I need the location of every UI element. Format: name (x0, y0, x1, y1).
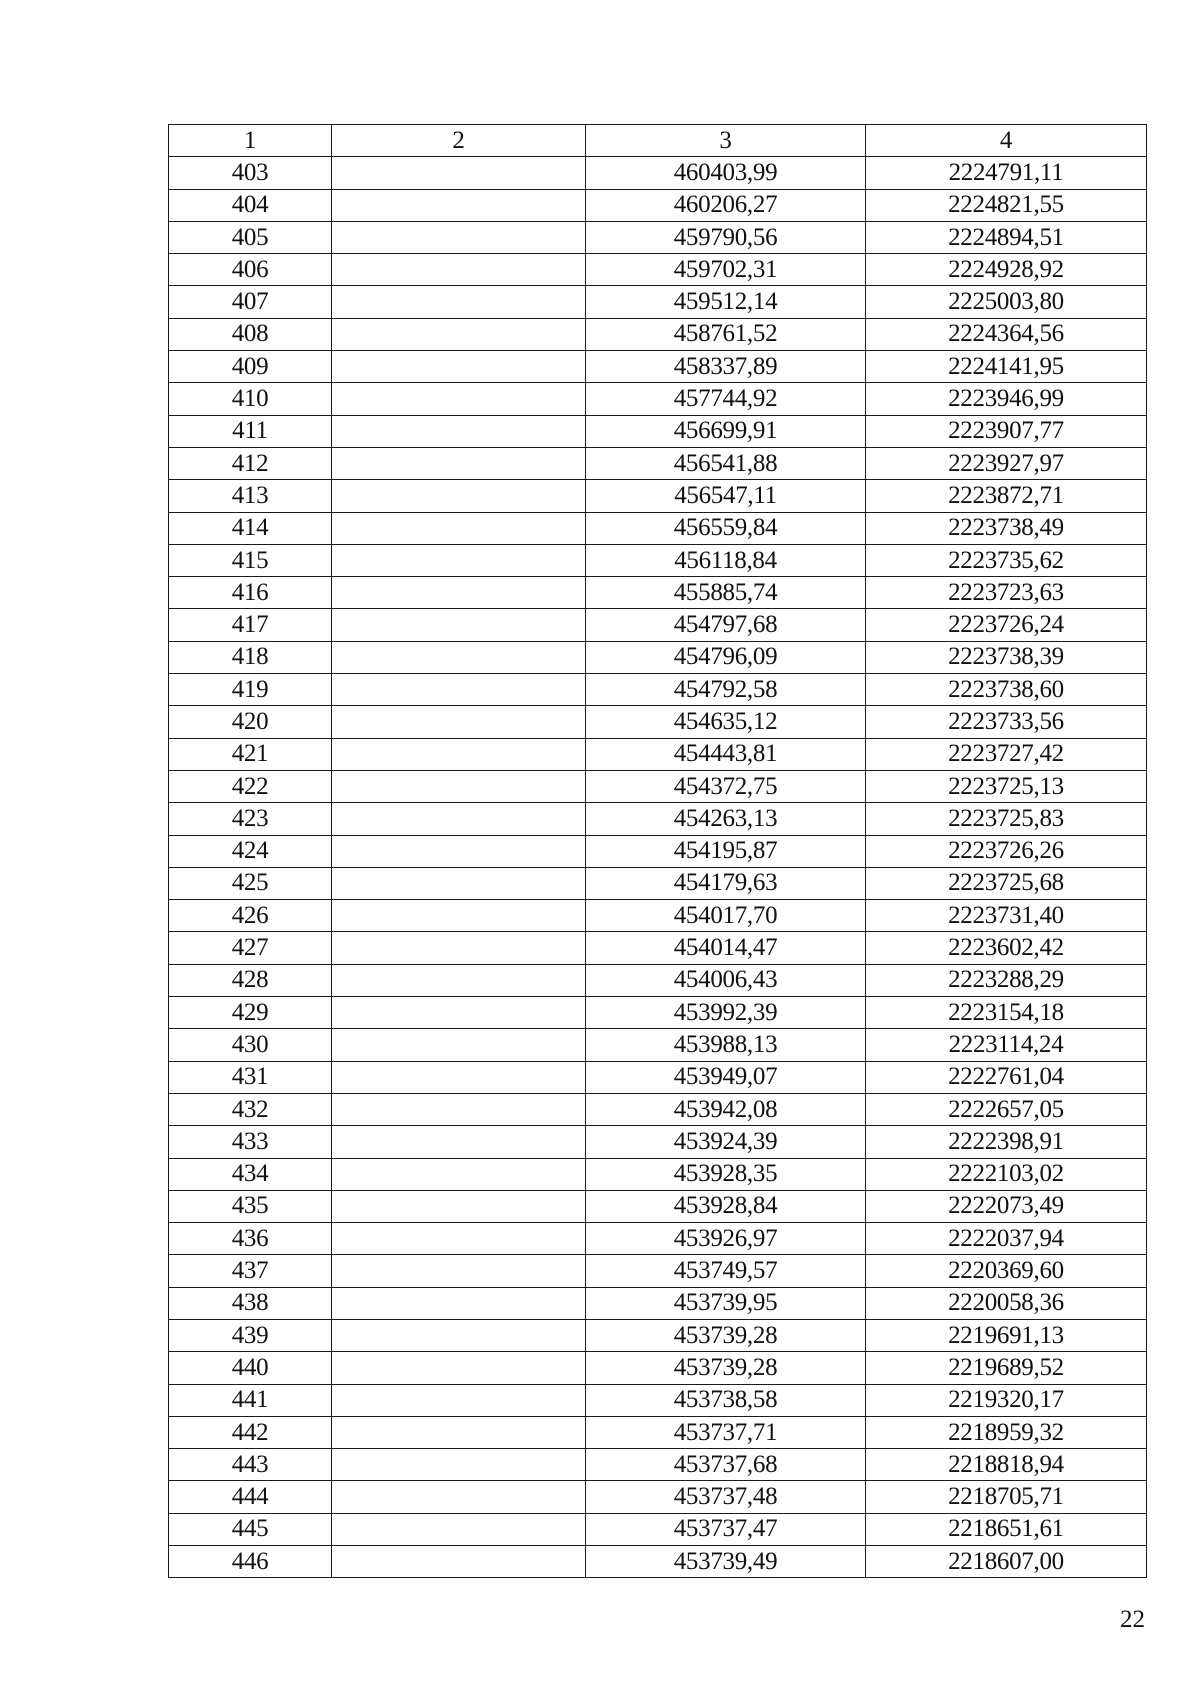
column-2-cell (332, 1416, 586, 1448)
point-number-cell: 421 (169, 738, 332, 770)
y-coordinate-cell: 2223726,24 (866, 609, 1147, 641)
column-2-cell (332, 997, 586, 1029)
x-coordinate-cell: 453737,47 (586, 1513, 866, 1545)
column-2-cell (332, 318, 586, 350)
point-number-cell: 430 (169, 1029, 332, 1061)
point-number-cell: 437 (169, 1255, 332, 1287)
point-number-cell: 417 (169, 609, 332, 641)
x-coordinate-cell: 453928,35 (586, 1158, 866, 1190)
y-coordinate-cell: 2223733,56 (866, 706, 1147, 738)
x-coordinate-cell: 459790,56 (586, 221, 866, 253)
table-row (169, 351, 1147, 383)
y-coordinate-cell: 2223907,77 (866, 415, 1147, 447)
table-row (169, 1287, 1147, 1319)
y-coordinate-cell: 2223725,68 (866, 867, 1147, 899)
point-number-cell: 427 (169, 932, 332, 964)
table-row (169, 544, 1147, 576)
table-row (169, 1255, 1147, 1287)
x-coordinate-cell: 454195,87 (586, 835, 866, 867)
x-coordinate-cell: 454179,63 (586, 867, 866, 899)
y-coordinate-cell: 2223731,40 (866, 900, 1147, 932)
x-coordinate-cell: 453949,07 (586, 1061, 866, 1093)
column-2-cell (332, 835, 586, 867)
y-coordinate-cell: 2219691,13 (866, 1319, 1147, 1351)
table-row (169, 900, 1147, 932)
point-number-cell: 444 (169, 1481, 332, 1513)
header-cell-1: 1 (169, 125, 332, 157)
x-coordinate-cell: 454796,09 (586, 641, 866, 673)
point-number-cell: 426 (169, 900, 332, 932)
coordinates-table (168, 124, 1147, 1578)
column-2-cell (332, 221, 586, 253)
point-number-cell: 422 (169, 770, 332, 802)
table-row (169, 1319, 1147, 1351)
point-number-cell: 429 (169, 997, 332, 1029)
x-coordinate-cell: 459512,14 (586, 286, 866, 318)
x-coordinate-cell: 454014,47 (586, 932, 866, 964)
point-number-cell: 407 (169, 286, 332, 318)
y-coordinate-cell: 2218959,32 (866, 1416, 1147, 1448)
table-row (169, 1029, 1147, 1061)
column-2-cell (332, 480, 586, 512)
point-number-cell: 420 (169, 706, 332, 738)
point-number-cell: 404 (169, 189, 332, 221)
x-coordinate-cell: 453737,68 (586, 1449, 866, 1481)
x-coordinate-cell: 458761,52 (586, 318, 866, 350)
y-coordinate-cell: 2223738,60 (866, 674, 1147, 706)
x-coordinate-cell: 454797,68 (586, 609, 866, 641)
y-coordinate-cell: 2223154,18 (866, 997, 1147, 1029)
y-coordinate-cell: 2223723,63 (866, 577, 1147, 609)
point-number-cell: 439 (169, 1319, 332, 1351)
x-coordinate-cell: 453924,39 (586, 1126, 866, 1158)
y-coordinate-cell: 2222037,94 (866, 1223, 1147, 1255)
y-coordinate-cell: 2223602,42 (866, 932, 1147, 964)
x-coordinate-cell: 454792,58 (586, 674, 866, 706)
table-row (169, 609, 1147, 641)
table-row (169, 1190, 1147, 1222)
x-coordinate-cell: 459702,31 (586, 254, 866, 286)
table-row (169, 1093, 1147, 1125)
column-2-cell (332, 1223, 586, 1255)
x-coordinate-cell: 460206,27 (586, 189, 866, 221)
point-number-cell: 433 (169, 1126, 332, 1158)
y-coordinate-cell: 2223288,29 (866, 964, 1147, 996)
x-coordinate-cell: 453739,28 (586, 1319, 866, 1351)
table-row (169, 1546, 1147, 1578)
y-coordinate-cell: 2224141,95 (866, 351, 1147, 383)
table-row (169, 1449, 1147, 1481)
column-2-cell (332, 964, 586, 996)
point-number-cell: 446 (169, 1546, 332, 1578)
y-coordinate-cell: 2223738,39 (866, 641, 1147, 673)
y-coordinate-cell: 2218607,00 (866, 1546, 1147, 1578)
y-coordinate-cell: 2223738,49 (866, 512, 1147, 544)
column-2-cell (332, 867, 586, 899)
y-coordinate-cell: 2223725,83 (866, 803, 1147, 835)
table-row (169, 738, 1147, 770)
column-2-cell (332, 738, 586, 770)
y-coordinate-cell: 2223872,71 (866, 480, 1147, 512)
x-coordinate-cell: 454372,75 (586, 770, 866, 802)
table-row (169, 1513, 1147, 1545)
column-2-cell (332, 577, 586, 609)
point-number-cell: 428 (169, 964, 332, 996)
x-coordinate-cell: 453737,71 (586, 1416, 866, 1448)
table-row (169, 770, 1147, 802)
y-coordinate-cell: 2218818,94 (866, 1449, 1147, 1481)
y-coordinate-cell: 2222103,02 (866, 1158, 1147, 1190)
point-number-cell: 414 (169, 512, 332, 544)
column-2-cell (332, 415, 586, 447)
y-coordinate-cell: 2219689,52 (866, 1352, 1147, 1384)
point-number-cell: 403 (169, 157, 332, 189)
x-coordinate-cell: 453926,97 (586, 1223, 866, 1255)
column-2-cell (332, 1481, 586, 1513)
table-row (169, 1061, 1147, 1093)
x-coordinate-cell: 453739,49 (586, 1546, 866, 1578)
x-coordinate-cell: 454443,81 (586, 738, 866, 770)
x-coordinate-cell: 455885,74 (586, 577, 866, 609)
column-2-cell (332, 674, 586, 706)
table-row (169, 318, 1147, 350)
column-2-cell (332, 1255, 586, 1287)
point-number-cell: 424 (169, 835, 332, 867)
table-row (169, 189, 1147, 221)
table-row (169, 1384, 1147, 1416)
table-row (169, 415, 1147, 447)
column-2-cell (332, 544, 586, 576)
column-2-cell (332, 609, 586, 641)
column-2-cell (332, 189, 586, 221)
column-2-cell (332, 803, 586, 835)
x-coordinate-cell: 453942,08 (586, 1093, 866, 1125)
y-coordinate-cell: 2222073,49 (866, 1190, 1147, 1222)
x-coordinate-cell: 456118,84 (586, 544, 866, 576)
y-coordinate-cell: 2225003,80 (866, 286, 1147, 318)
point-number-cell: 425 (169, 867, 332, 899)
x-coordinate-cell: 453739,28 (586, 1352, 866, 1384)
table-row (169, 1352, 1147, 1384)
table-row (169, 674, 1147, 706)
y-coordinate-cell: 2224928,92 (866, 254, 1147, 286)
point-number-cell: 410 (169, 383, 332, 415)
column-2-cell (332, 1126, 586, 1158)
y-coordinate-cell: 2223725,13 (866, 770, 1147, 802)
x-coordinate-cell: 453737,48 (586, 1481, 866, 1513)
point-number-cell: 443 (169, 1449, 332, 1481)
table-row (169, 157, 1147, 189)
column-2-cell (332, 932, 586, 964)
table-header-row (169, 125, 1147, 157)
page-number: 22 (1120, 1606, 1145, 1633)
point-number-cell: 434 (169, 1158, 332, 1190)
table-row (169, 1416, 1147, 1448)
y-coordinate-cell: 2218705,71 (866, 1481, 1147, 1513)
point-number-cell: 405 (169, 221, 332, 253)
point-number-cell: 409 (169, 351, 332, 383)
y-coordinate-cell: 2224791,11 (866, 157, 1147, 189)
column-2-cell (332, 1287, 586, 1319)
column-2-cell (332, 286, 586, 318)
column-2-cell (332, 641, 586, 673)
table-row (169, 383, 1147, 415)
coordinates-table-body (169, 125, 1147, 1578)
point-number-cell: 413 (169, 480, 332, 512)
point-number-cell: 438 (169, 1287, 332, 1319)
x-coordinate-cell: 454635,12 (586, 706, 866, 738)
table-row (169, 835, 1147, 867)
column-2-cell (332, 1029, 586, 1061)
x-coordinate-cell: 454006,43 (586, 964, 866, 996)
y-coordinate-cell: 2224894,51 (866, 221, 1147, 253)
x-coordinate-cell: 453739,95 (586, 1287, 866, 1319)
y-coordinate-cell: 2224364,56 (866, 318, 1147, 350)
y-coordinate-cell: 2218651,61 (866, 1513, 1147, 1545)
column-2-cell (332, 1158, 586, 1190)
table-row (169, 932, 1147, 964)
column-2-cell (332, 1449, 586, 1481)
x-coordinate-cell: 453928,84 (586, 1190, 866, 1222)
x-coordinate-cell: 456559,84 (586, 512, 866, 544)
point-number-cell: 412 (169, 447, 332, 479)
y-coordinate-cell: 2223927,97 (866, 447, 1147, 479)
table-row (169, 480, 1147, 512)
x-coordinate-cell: 456547,11 (586, 480, 866, 512)
point-number-cell: 415 (169, 544, 332, 576)
table-row (169, 997, 1147, 1029)
table-row (169, 803, 1147, 835)
y-coordinate-cell: 2223727,42 (866, 738, 1147, 770)
point-number-cell: 411 (169, 415, 332, 447)
point-number-cell: 441 (169, 1384, 332, 1416)
x-coordinate-cell: 454263,13 (586, 803, 866, 835)
table-row (169, 1126, 1147, 1158)
x-coordinate-cell: 453738,58 (586, 1384, 866, 1416)
point-number-cell: 436 (169, 1223, 332, 1255)
table-row (169, 1158, 1147, 1190)
column-2-cell (332, 383, 586, 415)
x-coordinate-cell: 456699,91 (586, 415, 866, 447)
column-2-cell (332, 1352, 586, 1384)
x-coordinate-cell: 454017,70 (586, 900, 866, 932)
column-2-cell (332, 512, 586, 544)
column-2-cell (332, 157, 586, 189)
column-2-cell (332, 1061, 586, 1093)
column-2-cell (332, 1513, 586, 1545)
table-row (169, 254, 1147, 286)
y-coordinate-cell: 2222657,05 (866, 1093, 1147, 1125)
table-row (169, 447, 1147, 479)
y-coordinate-cell: 2219320,17 (866, 1384, 1147, 1416)
table-row (169, 1223, 1147, 1255)
point-number-cell: 406 (169, 254, 332, 286)
point-number-cell: 418 (169, 641, 332, 673)
column-2-cell (332, 254, 586, 286)
y-coordinate-cell: 2223735,62 (866, 544, 1147, 576)
table-row (169, 1481, 1147, 1513)
point-number-cell: 442 (169, 1416, 332, 1448)
point-number-cell: 440 (169, 1352, 332, 1384)
header-cell-4: 4 (866, 125, 1147, 157)
table-row (169, 964, 1147, 996)
header-cell-2: 2 (332, 125, 586, 157)
column-2-cell (332, 1319, 586, 1351)
table-row (169, 577, 1147, 609)
y-coordinate-cell: 2223946,99 (866, 383, 1147, 415)
y-coordinate-cell: 2223726,26 (866, 835, 1147, 867)
x-coordinate-cell: 453749,57 (586, 1255, 866, 1287)
column-2-cell (332, 1546, 586, 1578)
point-number-cell: 431 (169, 1061, 332, 1093)
x-coordinate-cell: 460403,99 (586, 157, 866, 189)
column-2-cell (332, 900, 586, 932)
point-number-cell: 445 (169, 1513, 332, 1545)
column-2-cell (332, 770, 586, 802)
y-coordinate-cell: 2222761,04 (866, 1061, 1147, 1093)
column-2-cell (332, 1384, 586, 1416)
point-number-cell: 435 (169, 1190, 332, 1222)
y-coordinate-cell: 2222398,91 (866, 1126, 1147, 1158)
y-coordinate-cell: 2220369,60 (866, 1255, 1147, 1287)
x-coordinate-cell: 457744,92 (586, 383, 866, 415)
column-2-cell (332, 447, 586, 479)
point-number-cell: 432 (169, 1093, 332, 1125)
point-number-cell: 423 (169, 803, 332, 835)
y-coordinate-cell: 2223114,24 (866, 1029, 1147, 1061)
column-2-cell (332, 706, 586, 738)
point-number-cell: 408 (169, 318, 332, 350)
point-number-cell: 416 (169, 577, 332, 609)
column-2-cell (332, 351, 586, 383)
x-coordinate-cell: 456541,88 (586, 447, 866, 479)
column-2-cell (332, 1093, 586, 1125)
table-row (169, 867, 1147, 899)
header-cell-3: 3 (586, 125, 866, 157)
table-row (169, 512, 1147, 544)
y-coordinate-cell: 2224821,55 (866, 189, 1147, 221)
table-row (169, 706, 1147, 738)
table-row (169, 221, 1147, 253)
x-coordinate-cell: 453992,39 (586, 997, 866, 1029)
table-row (169, 286, 1147, 318)
x-coordinate-cell: 458337,89 (586, 351, 866, 383)
point-number-cell: 419 (169, 674, 332, 706)
column-2-cell (332, 1190, 586, 1222)
y-coordinate-cell: 2220058,36 (866, 1287, 1147, 1319)
x-coordinate-cell: 453988,13 (586, 1029, 866, 1061)
table-row (169, 641, 1147, 673)
